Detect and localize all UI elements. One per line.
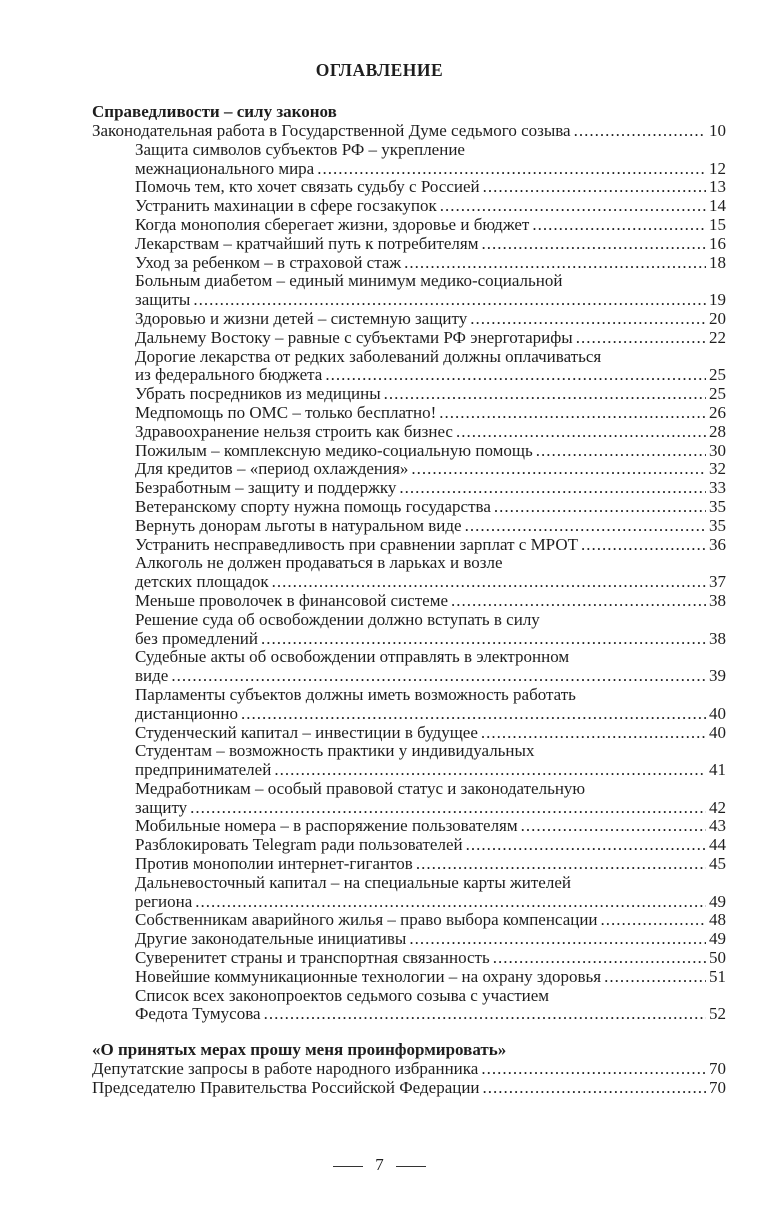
- toc-entry-line: [92, 949, 726, 968]
- toc-page-number: 26: [709, 402, 726, 422]
- toc-entry-line: [92, 348, 726, 367]
- page-footer: [0, 1155, 759, 1175]
- dot-leader: [532, 216, 706, 235]
- toc-entry-line: [92, 667, 726, 686]
- toc-entry[interactable]: [92, 235, 726, 254]
- toc-page-number: 15: [709, 214, 726, 234]
- page-number: 7: [375, 1155, 384, 1174]
- toc-entry-line: [92, 592, 726, 611]
- toc-page-number: 38: [709, 590, 726, 610]
- toc-entry[interactable]: [92, 141, 726, 179]
- toc-entry-text: без промедлений: [135, 628, 258, 648]
- toc-entry[interactable]: [92, 987, 726, 1025]
- toc-entry-text: Устранить махинации в сфере госзакупок: [135, 196, 437, 216]
- toc-entry[interactable]: [92, 272, 726, 310]
- toc-entry[interactable]: [92, 442, 726, 461]
- toc-entry[interactable]: [92, 554, 726, 592]
- toc-entry-text: Лекарствам – кратчайший путь к потребителям: [135, 233, 479, 253]
- toc-entry[interactable]: [92, 178, 726, 197]
- toc-entry-text: защиты: [135, 290, 191, 310]
- toc-entry[interactable]: [92, 780, 726, 818]
- dot-leader: [264, 1005, 706, 1024]
- toc-entry-line: [92, 630, 726, 649]
- toc-entry-text: Дальнему Востоку – равные с субъектами РФ энерготарифы: [135, 327, 573, 347]
- toc-entry-line: [92, 160, 726, 179]
- dot-leader: [411, 460, 706, 479]
- toc-entry-text: Решение суда об освобождении должно вступать в силу: [135, 609, 540, 629]
- toc-entry-text: Студенческий капитал – инвестиции в будущее: [135, 722, 478, 742]
- toc-entry-text: виде: [135, 666, 169, 686]
- toc-entry-line: [92, 724, 726, 743]
- footer-dash-left: [333, 1166, 363, 1167]
- dot-leader: [241, 705, 706, 724]
- toc-entry-text: Медпомощь по ОМС – только бесплатно!: [135, 402, 437, 422]
- dot-leader: [493, 949, 706, 968]
- toc-entry-line: [92, 310, 726, 329]
- toc-entry[interactable]: [92, 686, 726, 724]
- toc-page-number: 10: [709, 121, 726, 140]
- toc-entry-text: Дорогие лекарства от редких заболеваний должны оплачиваться: [135, 346, 602, 366]
- toc-page-number: 25: [709, 384, 726, 404]
- dot-leader: [581, 536, 706, 555]
- dot-leader: [190, 799, 706, 818]
- toc-page-number: 40: [709, 722, 726, 742]
- dot-leader: [439, 404, 706, 423]
- toc-page-number: 36: [709, 534, 726, 554]
- toc-entry-text: Разблокировать Telegram ради пользователей: [135, 835, 463, 855]
- toc-entry-line: [92, 235, 726, 254]
- dot-leader: [521, 817, 706, 836]
- toc-entry-line: [92, 780, 726, 799]
- toc-page-number: 49: [709, 929, 726, 949]
- toc-entry-text: Вернуть донорам льготы в натуральном виде: [135, 515, 462, 535]
- toc-entry-text: Парламенты субъектов должны иметь возможность работать: [135, 684, 576, 704]
- section-heading: «О принятых мерах прошу меня проинформировать»: [92, 1040, 507, 1059]
- toc-entry-text: Больным диабетом – единый минимум медико-социальной: [135, 271, 563, 291]
- dot-leader: [409, 930, 706, 949]
- toc-entry-text: Помочь тем, кто хочет связать судьбу с Россией: [135, 177, 480, 197]
- toc-entry[interactable]: [92, 498, 726, 517]
- dot-leader: [317, 160, 706, 179]
- toc-entry[interactable]: [92, 348, 726, 386]
- dot-leader: [274, 761, 706, 780]
- toc-title: ОГЛАВЛЕНИЕ: [315, 60, 444, 80]
- dot-leader: [451, 592, 706, 611]
- toc-entry-text: Председателю Правительства Российской Федерации: [92, 1077, 480, 1097]
- toc-entry-line: [92, 911, 726, 930]
- toc-entry[interactable]: [92, 949, 726, 968]
- toc-entry[interactable]: [92, 742, 726, 780]
- toc-page-number: 51: [709, 966, 726, 986]
- toc-page-number: 38: [709, 628, 726, 648]
- toc-entry[interactable]: [92, 329, 726, 348]
- toc-page-number: 43: [709, 816, 726, 836]
- toc-entry-line: [92, 761, 726, 780]
- dot-leader: [481, 1060, 706, 1079]
- toc-entry[interactable]: [92, 536, 726, 555]
- dot-leader: [325, 366, 706, 385]
- toc-entry[interactable]: [92, 1079, 726, 1098]
- toc-entry-text: Алкоголь не должен продаваться в ларьках и возле: [135, 553, 503, 573]
- toc-entry-text: Устранить несправедливость при сравнении зарплат с МРОТ: [135, 534, 579, 554]
- toc-entry-text: региона: [135, 891, 193, 911]
- toc-page-number: 44: [709, 835, 726, 855]
- dot-leader: [536, 442, 706, 461]
- toc-entry[interactable]: [92, 479, 726, 498]
- toc-entry[interactable]: [92, 968, 726, 987]
- toc-page-number: 35: [709, 515, 726, 535]
- dot-leader: [483, 1079, 706, 1098]
- section-heading: Справедливости – силу законов: [92, 102, 337, 121]
- toc-entries: [92, 122, 726, 1024]
- toc-entry-line: [92, 836, 726, 855]
- dot-leader: [483, 178, 706, 197]
- toc-page-number: 12: [709, 158, 726, 178]
- toc-entry[interactable]: [92, 874, 726, 912]
- toc-entry[interactable]: [92, 254, 726, 273]
- toc-entry[interactable]: [92, 836, 726, 855]
- toc-entry-line: [92, 968, 726, 987]
- toc-entry-line: [92, 893, 726, 912]
- dot-leader: [416, 855, 706, 874]
- toc-entry-text: Студентам – возможность практики у индивидуальных: [135, 741, 535, 761]
- toc-entry[interactable]: [92, 423, 726, 442]
- toc-entry[interactable]: [92, 385, 726, 404]
- toc-entry-line: [92, 742, 726, 761]
- toc-page-number: 42: [709, 797, 726, 817]
- toc-entry-line: [92, 498, 726, 517]
- toc-entry-text: детских площадок: [135, 572, 269, 592]
- toc-entry-text: Меньше проволочек в финансовой системе: [135, 590, 449, 610]
- toc-entry-line: [92, 423, 726, 442]
- toc-entry[interactable]: [92, 460, 726, 479]
- toc-page-number: 40: [709, 703, 726, 723]
- toc-entry-text: защиту: [135, 797, 188, 817]
- toc-entry-line: [92, 254, 726, 273]
- toc-entry[interactable]: [92, 310, 726, 329]
- toc-entry-text: Суверенитет страны и транспортная связанность: [135, 948, 490, 968]
- toc-page-number: 37: [709, 572, 726, 592]
- toc-page-number: 50: [709, 948, 726, 968]
- toc-entry-line: [92, 329, 726, 348]
- toc-page-number: 28: [709, 421, 726, 441]
- toc-entry-line: [92, 686, 726, 705]
- toc-entry[interactable]: [92, 1060, 726, 1079]
- toc-entry-text: Законодательная работа в Государственной Думе седьмого созыва: [92, 121, 571, 140]
- toc-entry-line: [92, 216, 726, 235]
- toc-entry-text: Здоровью и жизни детей – системную защиту: [135, 308, 468, 328]
- toc-entry-line: [92, 122, 726, 141]
- toc-page-number: 30: [709, 440, 726, 460]
- toc-section-2: [92, 1039, 726, 1098]
- toc-entry-text: из федерального бюджета: [135, 365, 323, 385]
- toc-entry[interactable]: [92, 197, 726, 216]
- toc-entry-text: Ветеранскому спорту нужна помощь государства: [135, 496, 491, 516]
- toc-entry-line: [92, 930, 726, 949]
- dot-leader: [494, 498, 706, 517]
- toc-entry-line: [92, 178, 726, 197]
- toc-entry-line: [92, 385, 726, 404]
- dot-leader: [171, 667, 706, 686]
- toc-entry-text: дистанционно: [135, 703, 238, 723]
- toc-entry-line: [92, 554, 726, 573]
- dot-leader: [399, 479, 706, 498]
- toc-page-number: 49: [709, 891, 726, 911]
- dot-leader: [261, 630, 706, 649]
- toc-entry-line: [92, 141, 726, 160]
- toc-entry-line: [92, 611, 726, 630]
- toc-entry-text: Судебные акты об освобождении отправлять в электронном: [135, 647, 570, 667]
- toc-entry[interactable]: [92, 611, 726, 649]
- toc-entry-text: Другие законодательные инициативы: [135, 929, 407, 949]
- toc-entry-line: [92, 366, 726, 385]
- toc-entry-text: Дальневосточный капитал – на специальные карты жителей: [135, 872, 571, 892]
- dot-leader: [604, 968, 706, 987]
- toc-page-number: 70: [709, 1059, 726, 1078]
- toc-page-number: 41: [709, 760, 726, 780]
- toc-entry[interactable]: [92, 517, 726, 536]
- toc-page-number: 39: [709, 666, 726, 686]
- toc-entry[interactable]: [92, 911, 726, 930]
- toc-entry-text: Новейшие коммуникационные технологии – на охрану здоровья: [135, 966, 602, 986]
- toc-page-number: 25: [709, 365, 726, 385]
- dot-leader: [574, 122, 706, 141]
- toc-page-number: 52: [709, 1004, 726, 1024]
- toc-page-number: 33: [709, 478, 726, 498]
- dot-leader: [576, 329, 706, 348]
- toc-page-number: 13: [709, 177, 726, 197]
- dot-leader: [601, 911, 706, 930]
- toc-entry-line: [92, 272, 726, 291]
- toc-page-number: 35: [709, 496, 726, 516]
- dot-leader: [456, 423, 706, 442]
- toc-entry-line: [92, 291, 726, 310]
- dot-leader: [193, 291, 706, 310]
- toc-entry[interactable]: [92, 817, 726, 836]
- toc-entry-text: Список всех законопроектов седьмого созыва с участием: [135, 985, 550, 1005]
- toc-entry-line: [92, 460, 726, 479]
- toc-entry-line: [92, 799, 726, 818]
- toc-entry-text: Когда монополия сберегает жизни, здоровье и бюджет: [135, 214, 530, 234]
- toc-entry-text: Собственникам аварийного жилья – право выбора компенсации: [135, 910, 598, 930]
- toc-entry-line: [92, 874, 726, 893]
- toc-entry-line: [92, 1005, 726, 1024]
- toc-entry[interactable]: [92, 122, 726, 141]
- toc-entry[interactable]: [92, 930, 726, 949]
- toc-entry-line: [92, 536, 726, 555]
- toc-entry-text: Депутатские запросы в работе народного избранника: [92, 1059, 479, 1078]
- toc-entry-text: Пожилым – комплексную медико-социальную помощь: [135, 440, 533, 460]
- toc-page-number: 14: [709, 196, 726, 216]
- dot-leader: [482, 235, 707, 254]
- dot-leader: [195, 893, 706, 912]
- toc-page-number: 32: [709, 459, 726, 479]
- toc-entry-text: межнационального мира: [135, 158, 315, 178]
- toc-page-number: 70: [709, 1077, 726, 1097]
- toc-entry[interactable]: [92, 404, 726, 423]
- dot-leader: [470, 310, 706, 329]
- toc-entry[interactable]: [92, 855, 726, 874]
- toc-entry[interactable]: [92, 648, 726, 686]
- toc-page-number: 45: [709, 854, 726, 874]
- dot-leader: [466, 836, 706, 855]
- toc-entry-text: Защита символов субъектов РФ – укрепление: [135, 139, 465, 159]
- toc-entry-text: Убрать посредников из медицины: [135, 384, 381, 404]
- toc-page-number: 20: [709, 308, 726, 328]
- toc-entry-text: Безработным – защиту и поддержку: [135, 478, 397, 498]
- toc-entry-text: Уход за ребенком – в страховой стаж: [135, 252, 402, 272]
- toc-entry-text: Для кредитов – «период охлаждения»: [135, 459, 409, 479]
- toc-entry-text: Здравоохранение нельзя строить как бизнес: [135, 421, 453, 441]
- toc-entry-line: [92, 648, 726, 667]
- dot-leader: [465, 517, 706, 536]
- dot-leader: [404, 254, 706, 273]
- toc-page-number: 19: [709, 290, 726, 310]
- dot-leader: [272, 573, 706, 592]
- toc-entry-text: предпринимателей: [135, 760, 272, 780]
- toc-entry-line: [92, 442, 726, 461]
- toc-entry-line: [92, 705, 726, 724]
- toc-entry-line: [92, 479, 726, 498]
- toc-entry[interactable]: [92, 724, 726, 743]
- toc-entry-line: [92, 404, 726, 423]
- toc-page-number: 22: [709, 327, 726, 347]
- toc-page-number: 18: [709, 252, 726, 272]
- toc-entry-line: [92, 197, 726, 216]
- toc-page-number: 16: [709, 233, 726, 253]
- toc-entry-text: Мобильные номера – в распоряжение пользователям: [135, 816, 518, 836]
- toc-entry-text: Против монополии интернет-гигантов: [135, 854, 413, 874]
- toc-entry-text: Медработникам – особый правовой статус и законодательную: [135, 778, 586, 798]
- footer-dash-right: [396, 1166, 426, 1167]
- toc-entry[interactable]: [92, 592, 726, 611]
- toc-entry-line: [92, 517, 726, 536]
- dot-leader: [481, 724, 706, 743]
- toc-page-number: 48: [709, 910, 726, 930]
- toc-entry-line: [92, 817, 726, 836]
- toc-entry-text: Федота Тумусова: [135, 1004, 261, 1024]
- toc-entry-line: [92, 987, 726, 1006]
- toc-entries: [92, 1060, 726, 1098]
- toc-entry-line: [92, 573, 726, 592]
- toc-entry[interactable]: [92, 216, 726, 235]
- toc-section-1: [92, 101, 726, 1024]
- dot-leader: [384, 385, 706, 404]
- toc-entry-line: [92, 1079, 726, 1098]
- dot-leader: [440, 197, 706, 216]
- toc-entry-line: [92, 1060, 726, 1079]
- toc-entry-line: [92, 855, 726, 874]
